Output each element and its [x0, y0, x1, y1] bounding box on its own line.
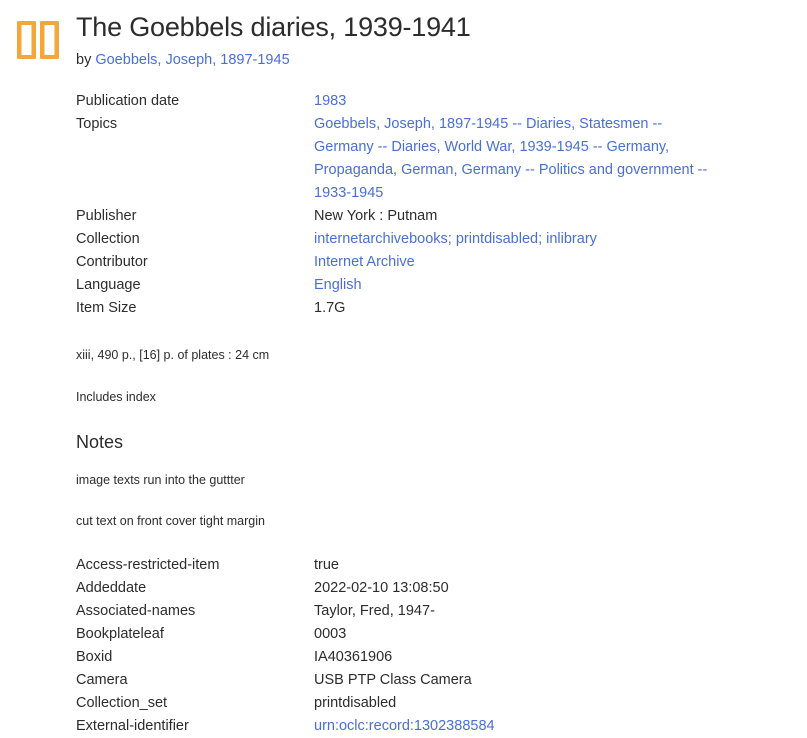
metadata-label: Topics — [76, 116, 118, 132]
metadata-row-publisher — [76, 205, 807, 228]
metadata-value: 1.7G — [314, 300, 346, 316]
open-book-icon — [16, 20, 60, 62]
details-label: External-identifier — [76, 718, 189, 734]
note-item: image texts run into the guttter — [76, 473, 245, 487]
metadata-value — [314, 113, 714, 205]
details-row-boxid — [76, 646, 807, 669]
details-value: 0003 — [314, 626, 347, 642]
collection-link[interactable]: internetarchivebooks; printdisabled; inlibrary — [314, 231, 597, 247]
details-row-camera — [76, 669, 807, 692]
details-label: Addeddate — [76, 580, 147, 596]
metadata-row-item-size — [76, 297, 807, 320]
metadata-label: Publisher — [76, 208, 137, 224]
metadata-label: Item Size — [76, 300, 137, 316]
note-item: cut text on front cover tight margin — [76, 514, 265, 528]
details-label: Camera — [76, 672, 128, 688]
metadata-value — [314, 228, 714, 251]
metadata-value — [314, 90, 714, 113]
metadata-row-contributor — [76, 251, 807, 274]
publication-date-link[interactable]: 1983 — [314, 93, 347, 109]
metadata-value — [314, 274, 714, 297]
metadata-label: Publication date — [76, 93, 180, 109]
details-label: Collection_set — [76, 695, 168, 711]
details-value — [314, 715, 714, 738]
byline-prefix: by — [76, 52, 96, 68]
pagination-note: xiii, 490 p., [16] p. of plates : 24 cm — [76, 348, 270, 362]
details-row-addeddate — [76, 577, 807, 600]
details-value: 2022-02-10 13:08:50 — [314, 580, 449, 596]
details-label: Access-restricted-item — [76, 557, 220, 573]
details-value: true — [314, 557, 339, 573]
language-link[interactable]: English — [314, 277, 362, 293]
topics-link[interactable]: Goebbels, Joseph, 1897-1945 -- Diaries, Statesmen -- Germany -- Diaries, World War, 1939-1945 -- Germany, Propaganda, German, Germany -- Politics and government -- 1933-1945 — [314, 116, 708, 201]
notes-heading: Notes — [76, 432, 124, 452]
details-value: printdisabled — [314, 695, 397, 711]
metadata-table — [0, 90, 807, 320]
details-row-bookplateleaf — [76, 623, 807, 646]
metadata-row-collection — [76, 228, 807, 251]
page-header — [0, 10, 807, 72]
metadata-row-language — [76, 274, 807, 297]
metadata-label: Collection — [76, 231, 140, 247]
metadata-label: Language — [76, 277, 141, 293]
details-value: USB PTP Class Camera — [314, 672, 472, 688]
details-label: Associated-names — [76, 603, 196, 619]
metadata-value: New York : Putnam — [314, 208, 438, 224]
details-row-external-identifier — [76, 715, 807, 738]
metadata-label: Contributor — [76, 254, 148, 270]
byline — [76, 49, 807, 71]
page-title: The Goebbels diaries, 1939-1941 — [76, 12, 471, 42]
details-row-collection-set — [76, 692, 807, 715]
details-value: IA40361906 — [314, 649, 393, 665]
details-label: Bookplateleaf — [76, 626, 164, 642]
details-table — [0, 554, 807, 738]
metadata-row-topics — [76, 113, 807, 205]
metadata-row-publication-date — [76, 90, 807, 113]
external-identifier-link[interactable]: urn:oclc:record:1302388584 — [314, 718, 495, 734]
index-note: Includes index — [76, 390, 156, 404]
details-value: Taylor, Fred, 1947- — [314, 603, 435, 619]
details-row-associated-names — [76, 600, 807, 623]
details-row-access-restricted-item — [76, 554, 807, 577]
contributor-link[interactable]: Internet Archive — [314, 254, 415, 270]
author-link[interactable]: Goebbels, Joseph, 1897-1945 — [95, 52, 290, 68]
metadata-value — [314, 251, 714, 274]
details-label: Boxid — [76, 649, 113, 665]
